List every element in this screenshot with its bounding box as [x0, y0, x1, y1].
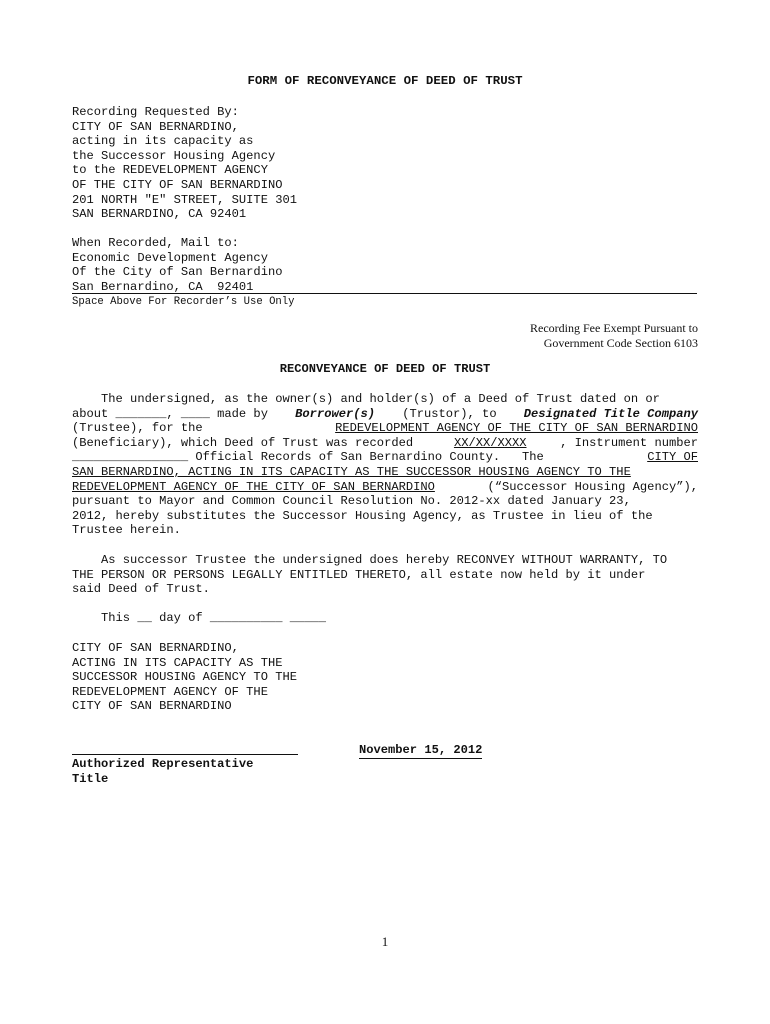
borrower-placeholder: Borrower(s): [295, 406, 376, 421]
text-line: the Successor Housing Agency: [72, 148, 276, 163]
recording-requested-by-block: [72, 105, 297, 222]
text-span: about _______, ____ made by: [72, 406, 276, 421]
recorder-note: Space Above For Recorder’s Use Only: [72, 296, 295, 308]
text-span: (Beneficiary), which Deed of Trust was recorded: [72, 435, 421, 450]
paragraph-line: [72, 523, 698, 538]
text-span: Trustee herein.: [72, 523, 181, 538]
text-line: Economic Development Agency: [72, 250, 268, 265]
paragraph-line: [72, 392, 698, 407]
text-line: SUCCESSOR HOUSING AGENCY TO THE: [72, 670, 297, 685]
page-number: 1: [381, 934, 389, 949]
text-span: pursuant to Mayor and Common Council Resolution No. 2012-xx dated January 23,: [72, 494, 631, 509]
beneficiary-name: REDEVELOPMENT AGENCY OF THE CITY OF SAN BERNARDINO: [335, 421, 698, 436]
successor-trustee-paragraph: [72, 553, 698, 597]
text-line: When Recorded, Mail to:: [72, 236, 239, 250]
signature-date: November 15, 2012: [359, 743, 483, 757]
paragraph-line: [72, 407, 698, 422]
agency-name: SAN BERNARDINO, ACTING IN ITS CAPACITY AS THE SUCCESSOR HOUSING AGENCY TO THE: [72, 464, 631, 479]
signatory-block: [72, 641, 297, 714]
text-span: , Instrument number: [560, 435, 698, 450]
text-span: (Trustor), to: [394, 406, 504, 421]
paragraph-line: [72, 450, 698, 465]
recorder-space-rule: [72, 293, 697, 294]
text-span: ________________ Official Records of San Bernardino County. The: [72, 450, 551, 465]
text-line: CITY OF SAN BERNARDINO,: [72, 119, 239, 134]
paragraph-line: said Deed of Trust.: [72, 582, 210, 597]
text-line: Recording Requested By:: [72, 105, 239, 119]
text-line: to the REDEVELOPMENT AGENCY: [72, 163, 268, 178]
recording-date: XX/XX/XXXX: [453, 435, 527, 450]
paragraph-line: [72, 465, 698, 480]
section-subtitle: RECONVEYANCE OF DEED OF TRUST: [279, 362, 491, 376]
text-line: 201 NORTH "E" STREET, SUITE 301: [72, 192, 297, 207]
text-span: (“Successor Housing Agency”),: [480, 479, 698, 494]
text-line: REDEVELOPMENT AGENCY OF THE: [72, 684, 268, 699]
reconveyance-paragraph: [72, 392, 698, 538]
paragraph-line: [72, 436, 698, 451]
paragraph-line: THE PERSON OR PERSONS LEGALLY ENTITLED THERETO, all estate now held by it under: [72, 567, 646, 582]
fee-exempt-line: Government Code Section 6103: [543, 335, 698, 350]
signature-line: [72, 754, 298, 755]
text-span: (Trustee), for the: [72, 421, 210, 436]
fee-exempt-line: Recording Fee Exempt Pursuant to: [530, 321, 698, 335]
text-span: 2012, hereby substitutes the Successor Housing Agency, as Trustee in lieu of the: [72, 508, 653, 523]
paragraph-line: [72, 509, 698, 524]
paragraph-line: [72, 480, 698, 495]
text-line: SAN BERNARDINO, CA 92401: [72, 207, 247, 222]
execution-date-line: This __ day of __________ _____: [72, 611, 327, 625]
text-line: CITY OF SAN BERNARDINO: [72, 699, 232, 714]
agency-name: CITY OF: [647, 450, 698, 465]
agency-name: REDEVELOPMENT AGENCY OF THE CITY OF SAN BERNARDINO: [72, 479, 435, 494]
authorized-representative-block: [72, 757, 253, 786]
text-span: The undersigned, as the owner(s) and holder(s) of a Deed of Trust dated on or: [72, 392, 660, 406]
text-line: Of the City of San Bernardino: [72, 265, 283, 280]
text-line: OF THE CITY OF SAN BERNARDINO: [72, 177, 283, 192]
paragraph-line: [72, 494, 698, 509]
title-company-placeholder: Designated Title Company: [523, 406, 698, 421]
text-line: Title: [72, 771, 109, 786]
paragraph-line: As successor Trustee the undersigned does hereby RECONVEY WITHOUT WARRANTY, TO: [72, 553, 668, 567]
text-line: CITY OF SAN BERNARDINO,: [72, 641, 239, 655]
text-line: San Bernardino, CA 92401: [72, 279, 254, 294]
paragraph-line: [72, 421, 698, 436]
text-line: Authorized Representative: [72, 757, 254, 771]
document-title: FORM OF RECONVEYANCE OF DEED OF TRUST: [247, 74, 523, 88]
when-recorded-block: [72, 236, 282, 294]
fee-exempt-note: [530, 321, 698, 350]
text-line: ACTING IN ITS CAPACITY AS THE: [72, 655, 283, 670]
text-line: acting in its capacity as: [72, 134, 254, 149]
